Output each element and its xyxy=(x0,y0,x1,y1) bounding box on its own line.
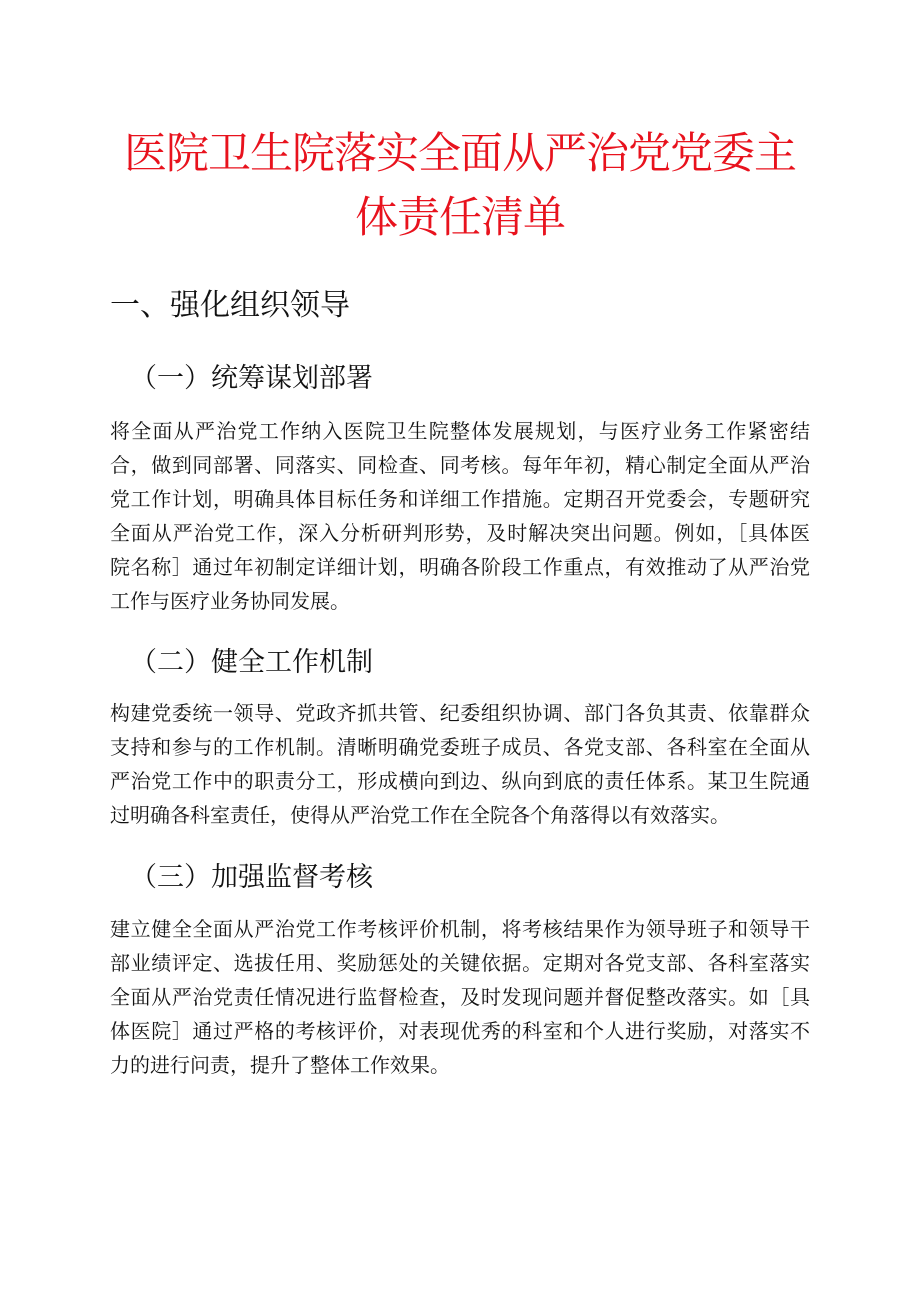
subsection-heading-1: （一）统筹谋划部署 xyxy=(130,363,373,394)
paragraph-3-line: 体医院］通过严格的考核评价，对表现优秀的科室和个人进行奖励，对落实不 xyxy=(110,1019,810,1043)
paragraph-2-line: 过明确各科室责任，使得从严治党工作在全院各个角落得以有效落实。 xyxy=(110,803,730,827)
paragraph-1-line: 合，做到同部署、同落实、同检查、同考核。每年年初，精心制定全面从严治 xyxy=(110,453,810,477)
paragraph-3-line: 部业绩评定、选拔任用、奖励惩处的关键依据。定期对各党支部、各科室落实 xyxy=(110,951,810,975)
paragraph-1-line: 工作与医疗业务协同发展。 xyxy=(110,589,350,613)
paragraph-1 xyxy=(110,414,810,618)
paragraph-2-line: 构建党委统一领导、党政齐抓共管、纪委组织协调、部门各负其责、依靠群众 xyxy=(110,701,810,725)
document-title-line-2: 体责任清单 xyxy=(355,193,565,243)
subsection-heading-3: （三）加强监督考核 xyxy=(130,862,373,893)
paragraph-1-line: 将全面从严治党工作纳入医院卫生院整体发展规划，与医疗业务工作紧密结 xyxy=(110,419,810,443)
paragraph-2-line: 支持和参与的工作机制。清晰明确党委班子成员、各党支部、各科室在全面从 xyxy=(110,735,810,759)
paragraph-3-line: 力的进行问责，提升了整体工作效果。 xyxy=(110,1053,450,1077)
paragraph-3-line: 建立健全全面从严治党工作考核评价机制，将考核结果作为领导班子和领导干 xyxy=(110,917,810,941)
document-title-line-1: 医院卫生院落实全面从严治党党委主 xyxy=(124,129,796,179)
section-heading-1: 一、强化组织领导 xyxy=(110,288,350,323)
subsection-heading-2: （二）健全工作机制 xyxy=(130,647,373,678)
paragraph-3-line: 全面从严治党责任情况进行监督检查，及时发现问题并督促整改落实。如［具 xyxy=(110,985,810,1009)
paragraph-1-line: 全面从严治党工作，深入分析研判形势，及时解决突出问题。例如，［具体医 xyxy=(110,521,810,545)
paragraph-1-line: 党工作计划，明确具体目标任务和详细工作措施。定期召开党委会，专题研究 xyxy=(110,487,810,511)
paragraph-2 xyxy=(110,696,810,832)
paragraph-2-line: 严治党工作中的职责分工，形成横向到边、纵向到底的责任体系。某卫生院通 xyxy=(110,769,810,793)
paragraph-1-line: 院名称］通过年初制定详细计划，明确各阶段工作重点，有效推动了从严治党 xyxy=(110,555,810,579)
paragraph-3 xyxy=(110,912,810,1082)
